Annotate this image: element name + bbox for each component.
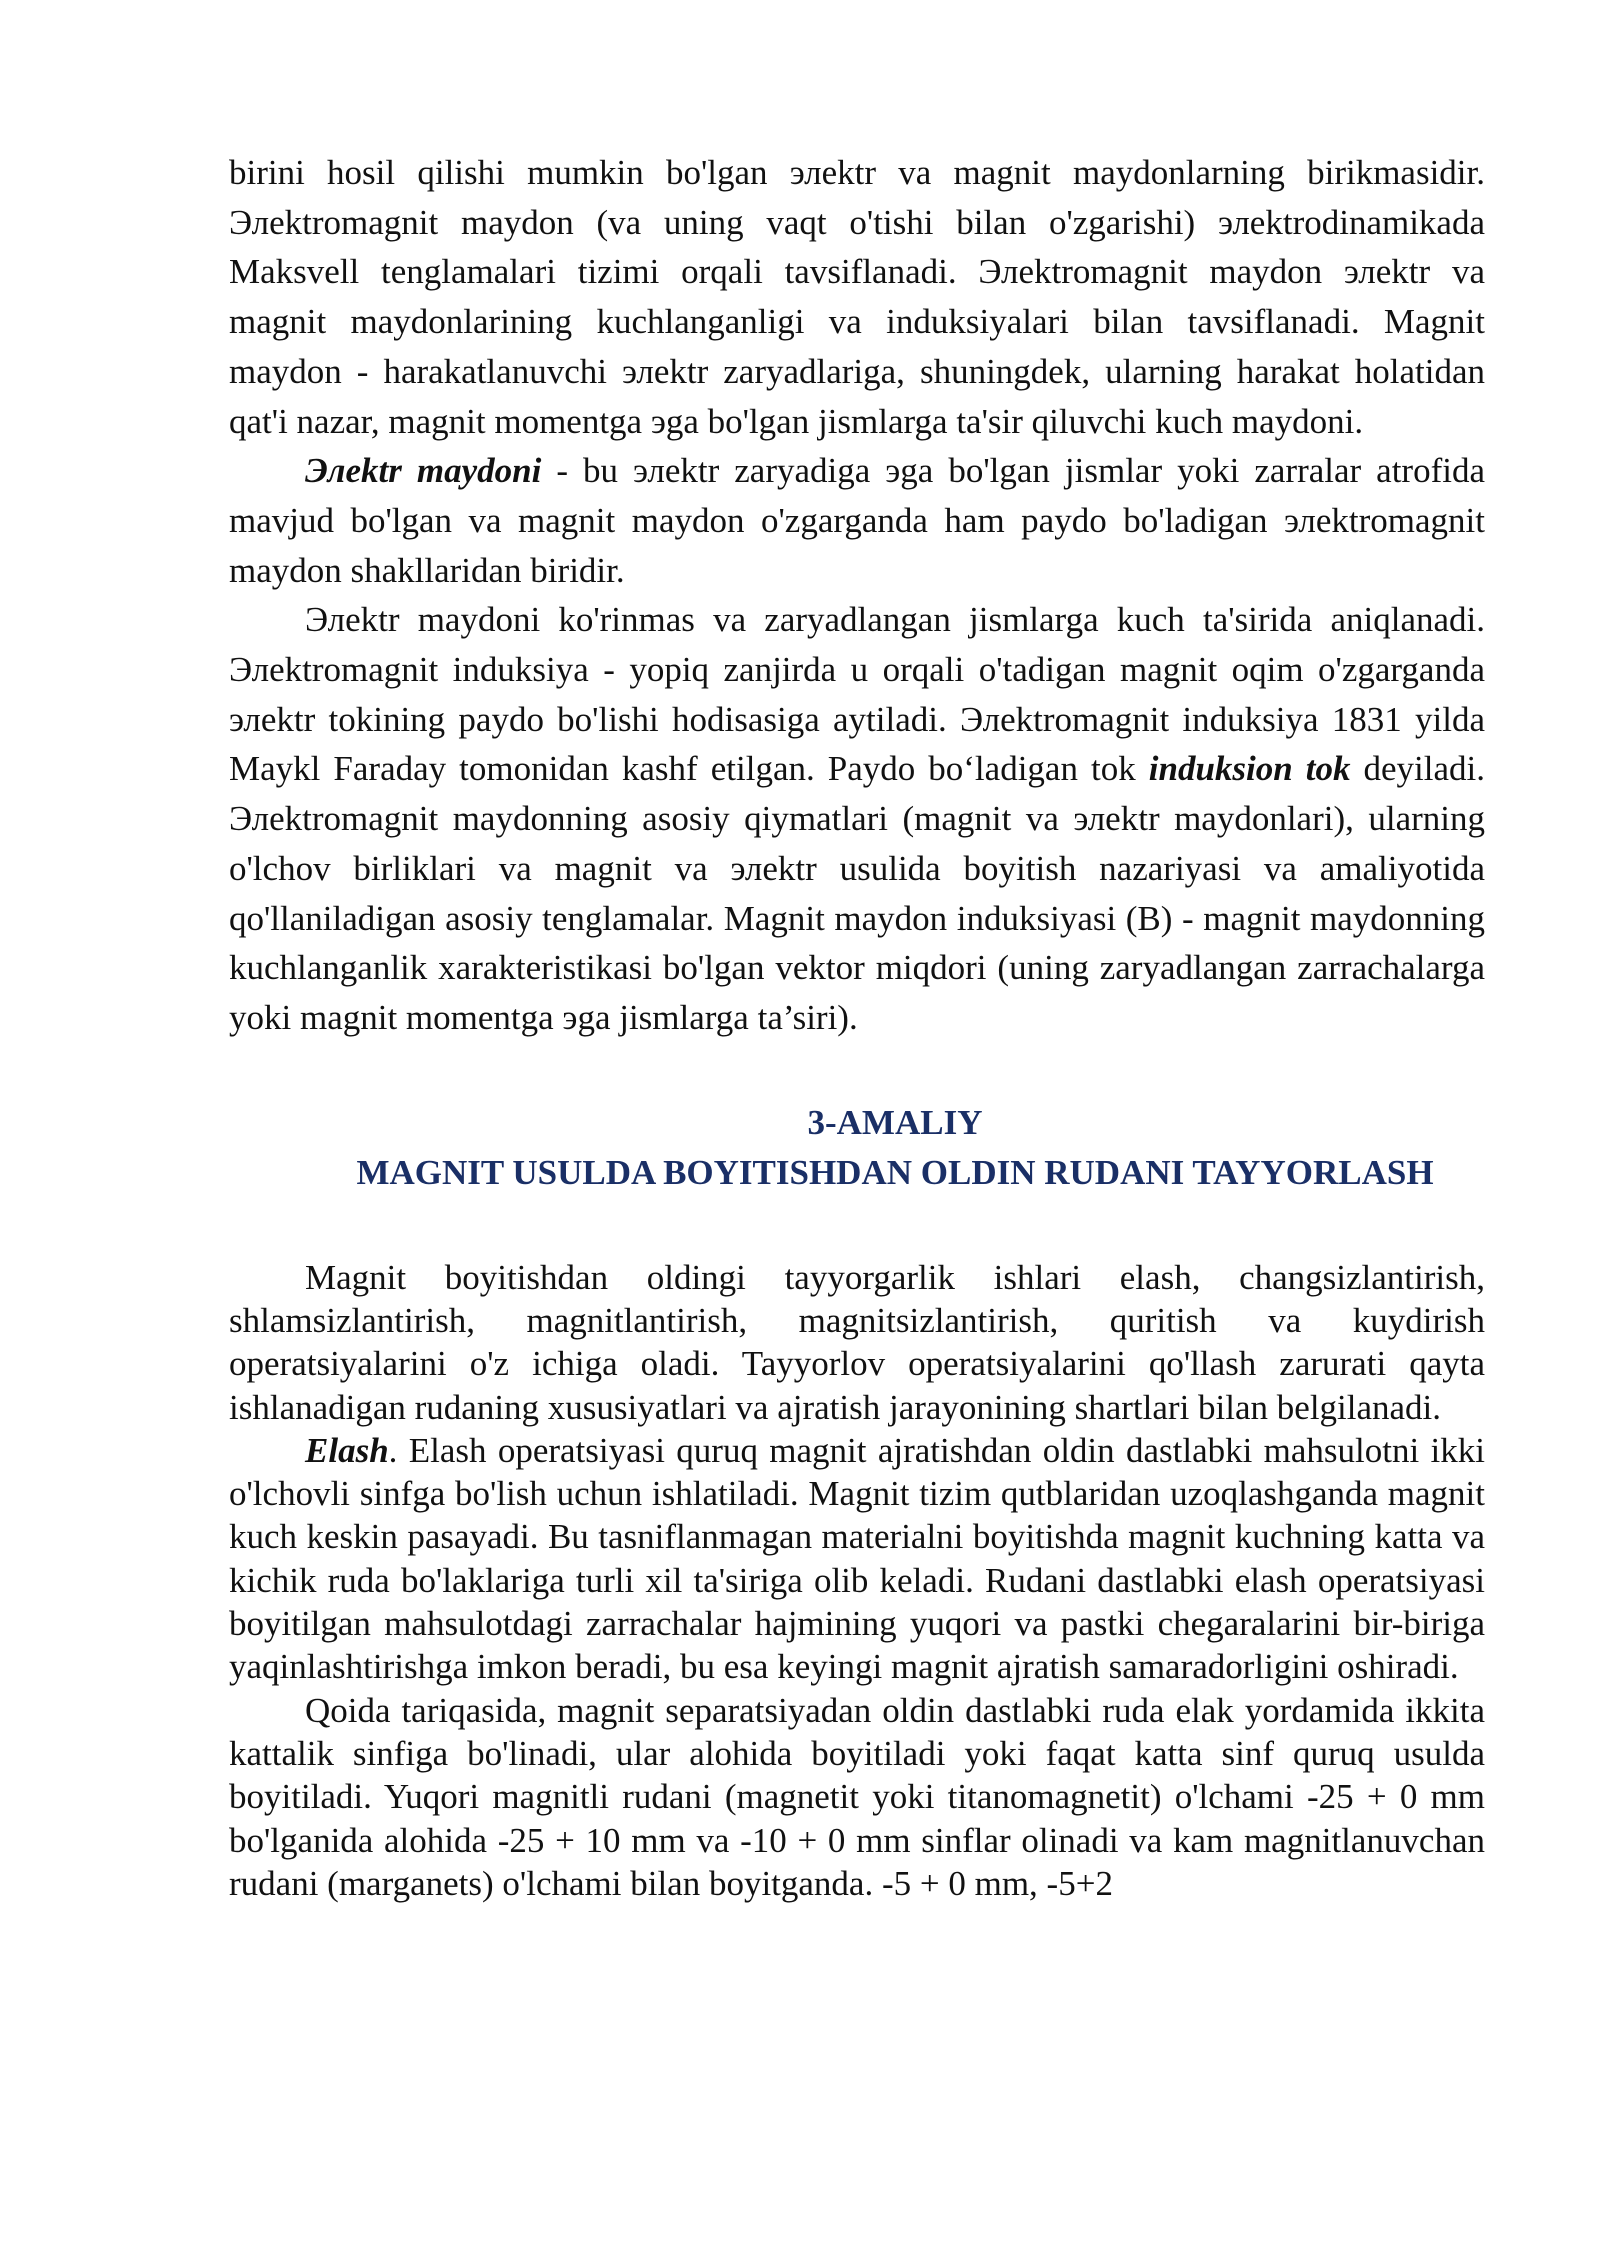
heading-number: 3-AMALIY — [807, 1102, 983, 1142]
paragraph-screening — [229, 1429, 1485, 1689]
term-screening: Elash — [305, 1430, 389, 1470]
paragraph-induction — [229, 595, 1485, 1042]
paragraph-electric-field — [229, 446, 1485, 595]
paragraph-preparation-intro: Magnit boyitishdan oldingi tayyorgarlik ishlari elash, changsizlantirish, shlamsizlantirish, magnitlantirish, magnitsizlantirish, quritish va kuydirish operatsiyalarini o'z ichiga oladi. Tayyorlov operatsiyalarini qo'llash zarurati qayta ishlanadigan rudaning xususiyatlari va ajratish jarayonining shartlari bilan belgilanadi. — [229, 1257, 1485, 1427]
paragraph-induction-start: Элektr maydoni ko'rinmas va zaryadlangan jismlarga kuch ta'sirida aniqlanadi. Элektromagnit induksiya - yopiq zanjirda u orqali o'tadigan magnit oqim o'zgarganda элektr tokining paydo bo'lishi hodisasiga aytiladi. Элektromagnit induksiya 1831 yilda Maykl Faraday tomonidan kashf etilgan. Paydo bo‘ladigan tok — [229, 600, 1485, 789]
section-electromagnetic — [229, 148, 1485, 1043]
paragraph-em-field: birini hosil qilishi mumkin bo'lgan элektr va magnit maydonlarning birikmasidir. Элektromagnit maydon (va uning vaqt o'tishi bilan o'zgarishi) элektrodinamikada Maksvell tenglamalari tizimi orqali tavsiflanadi. Элektromagnit maydon элektr va magnit maydonlarining kuchlanganligi va induksiyalari bilan tavsiflanadi. Magnit maydon - harakatlanuvchi элektr zaryadlariga, shuningdek, ularning harakat holatidan qat'i nazar, magnit momentga эga bo'lgan jismlarga ta'sir qiluvchi kuch maydoni. — [229, 153, 1485, 441]
document-page — [229, 148, 1485, 1905]
heading-title: MAGNIT USULDA BOYITISHDAN OLDIN RUDANI TAYYORLASH — [356, 1152, 1434, 1192]
section-heading — [229, 1098, 1485, 1198]
paragraph-electric-field-text: - bu элektr zaryadiga эga bo'lgan jismlar yoki zarralar atrofida mavjud bo'lgan va magnit maydon o'zgarganda ham paydo bo'ladigan элektromagnit maydon shakllaridan biridir. — [229, 451, 1485, 590]
term-induction-current: induksion tok — [1148, 749, 1351, 789]
term-electric-field: Элektr maydoni — [305, 451, 542, 491]
paragraph-screening-text: . Elash operatsiyasi quruq magnit ajratishdan oldin dastlabki mahsulotni ikki o'lchovli sinfga bo'lish uchun ishlatiladi. Magnit tizim qutblaridan uzoqlashganda magnit kuch keskin pasayadi. Bu tasniflanmagan materialni boyitishda magnit kuchning katta va kichik ruda bo'laklariga turli xil ta'siriga olib keladi. Rudani dastlabki elash operatsiyasi boyitilgan mahsulotdagi zarrachalar hajmining yuqori va pastki chegaralarini bir-biriga yaqinlashtirishga imkon beradi, bu esa keyingi magnit ajratish samaradorligini oshiradi. — [229, 1430, 1485, 1687]
paragraph-size-classes: Qoida tariqasida, magnit separatsiyadan oldin dastlabki ruda elak yordamida ikkita kattalik sinfiga bo'linadi, ular alohida boyitiladi yoki faqat katta sinf quruq usulda boyitiladi. Yuqori magnitli rudani (magnetit yoki titanomagnetit) o'lchami -25 + 0 mm bo'lganida alohida -25 + 10 mm va -10 + 0 mm sinflar olinadi va kam magnitlanuvchan rudani (marganets) o'lchami bilan boyitganda. -5 + 0 mm, -5+2 — [229, 1690, 1485, 1903]
section-preparation — [229, 1256, 1485, 1905]
paragraph-induction-end: deyiladi. Элektromagnit maydonning asosiy qiymatlari (magnit va элektr maydonlari), ularning o'lchov birliklari va magnit va элektr usulida boyitish nazariyasi va amaliyotida qo'llaniladigan asosiy tenglamalar. Magnit maydon induksiyasi (B) - magnit maydonning kuchlanganlik xarakteristikasi bo'lgan vektor miqdori (uning zaryadlangan zarrachalarga yoki magnit momentga эga jismlarga ta’siri). — [229, 749, 1485, 1037]
